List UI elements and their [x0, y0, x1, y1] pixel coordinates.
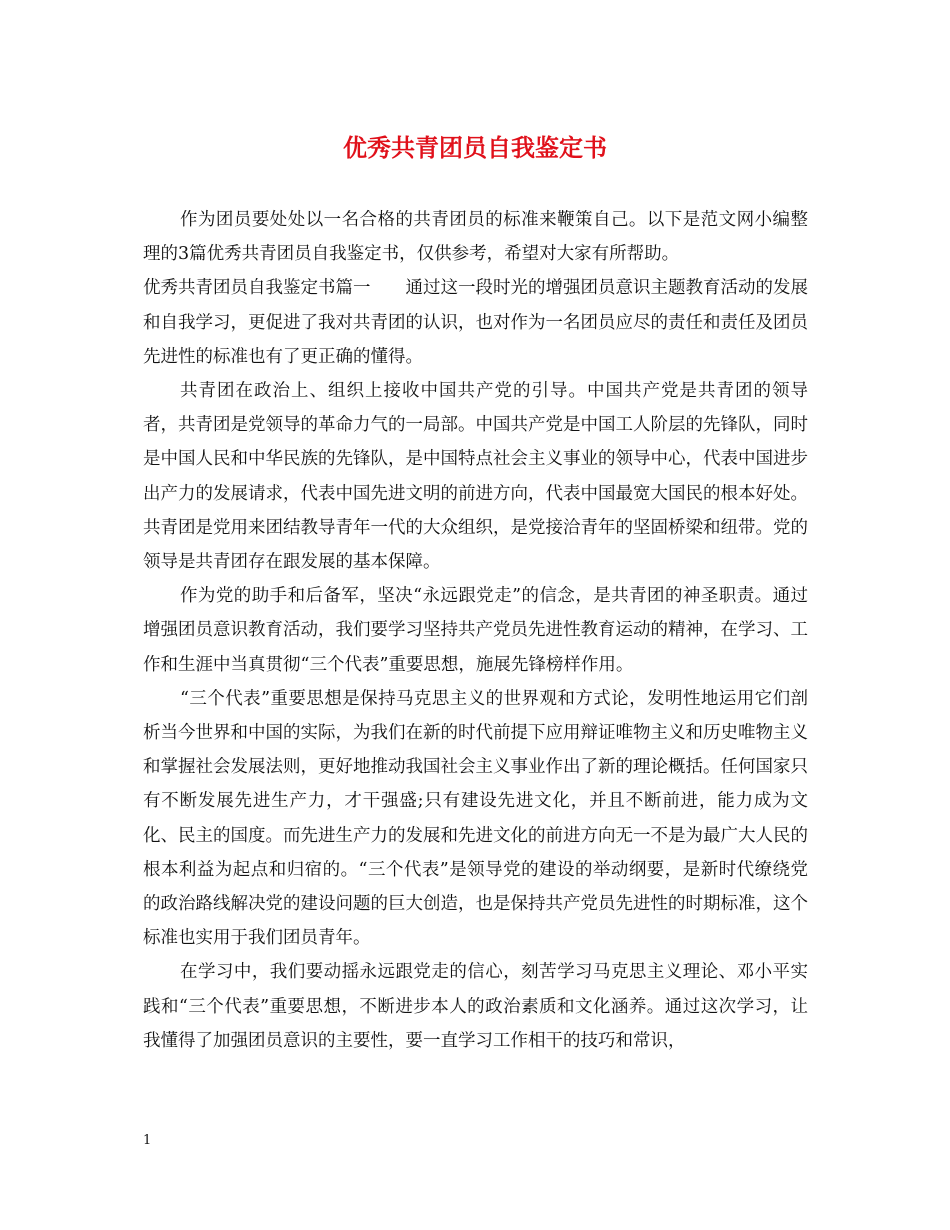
- paragraph-section-one: 优秀共青团员自我鉴定书篇一 通过这一段时光的增强团员意识主题教育活动的发展和自我学习，更促进了我对共青团的认识，也对作为一名团员应尽的责任和责任及团员先进性的标准也有了更正确的懂得。: [143, 278, 808, 367]
- page-number: 1: [143, 1133, 152, 1148]
- paragraph-three-represents: “三个代表”重要思想是保持马克思主义的世界观和方式论，发明性地运用它们剖析当今世界和中国的实际，为我们在新的时代前提下应用辩证唯物主义和历史唯物主义和掌握社会发展法则，更好地推动我国社会主义事业作出了新的理论概括。任何国家只有不断发展先进生产力，才干强盛;只有建设先进文化，并且不断前进，能力成为文化、民主的国度。而先进生产力的发展和先进文化的前进方向无一不是为最广大人民的根本利益为起点和归宿的。“三个代表”是领导党的建设的举动纲要，是新时代缭绕党的政治路线解决党的建设问题的巨大创造，也是保持共产党员先进性的时期标准，这个标准也实用于我们团员青年。: [143, 688, 808, 949]
- paragraph-party-leadership: 共青团在政治上、组织上接收中国共产党的引导。中国共产党是共青团的领导者，共青团是党领导的革命力气的一局部。中国共产党是中国工人阶层的先锋队，同时是中国人民和中华民族的先锋队，是中国特点社会主义事业的领导中心，代表中国进步出产力的发展请求，代表中国先进文明的前进方向，代表中国最宽大国民的根本好处。共青团是党用来团结教导青年一代的大众组织，是党接洽青年的坚固桥梁和纽带。党的领导是共青团存在跟发展的基本保障。: [143, 381, 808, 573]
- document-title: 优秀共青团员自我鉴定书: [343, 133, 607, 162]
- paragraph-study: 在学习中，我们要动摇永远跟党走的信心，刻苦学习马克思主义理论、邓小平实践和“三个代表”重要思想，不断进步本人的政治素质和文化涵养。通过这次学习，让我懂得了加强团员意识的主要性，要一直学习工作相干的技巧和常识，: [143, 962, 808, 1051]
- paragraph-assistant-reserve: 作为党的助手和后备军，坚决“永远跟党走”的信念，是共青团的神圣职责。通过增强团员意识教育活动，我们要学习坚持共产党员先进性教育运动的精神，在学习、工作和生涯中当真贯彻“三个代表”重要思想，施展先锋榜样作用。: [143, 586, 808, 675]
- document-body: [143, 203, 808, 1058]
- paragraph-intro: 作为团员要处处以一名合格的共青团员的标准来鞭策自己。以下是范文网小编整理的3篇优秀共青团员自我鉴定书，仅供参考，希望对大家有所帮助。: [143, 210, 808, 265]
